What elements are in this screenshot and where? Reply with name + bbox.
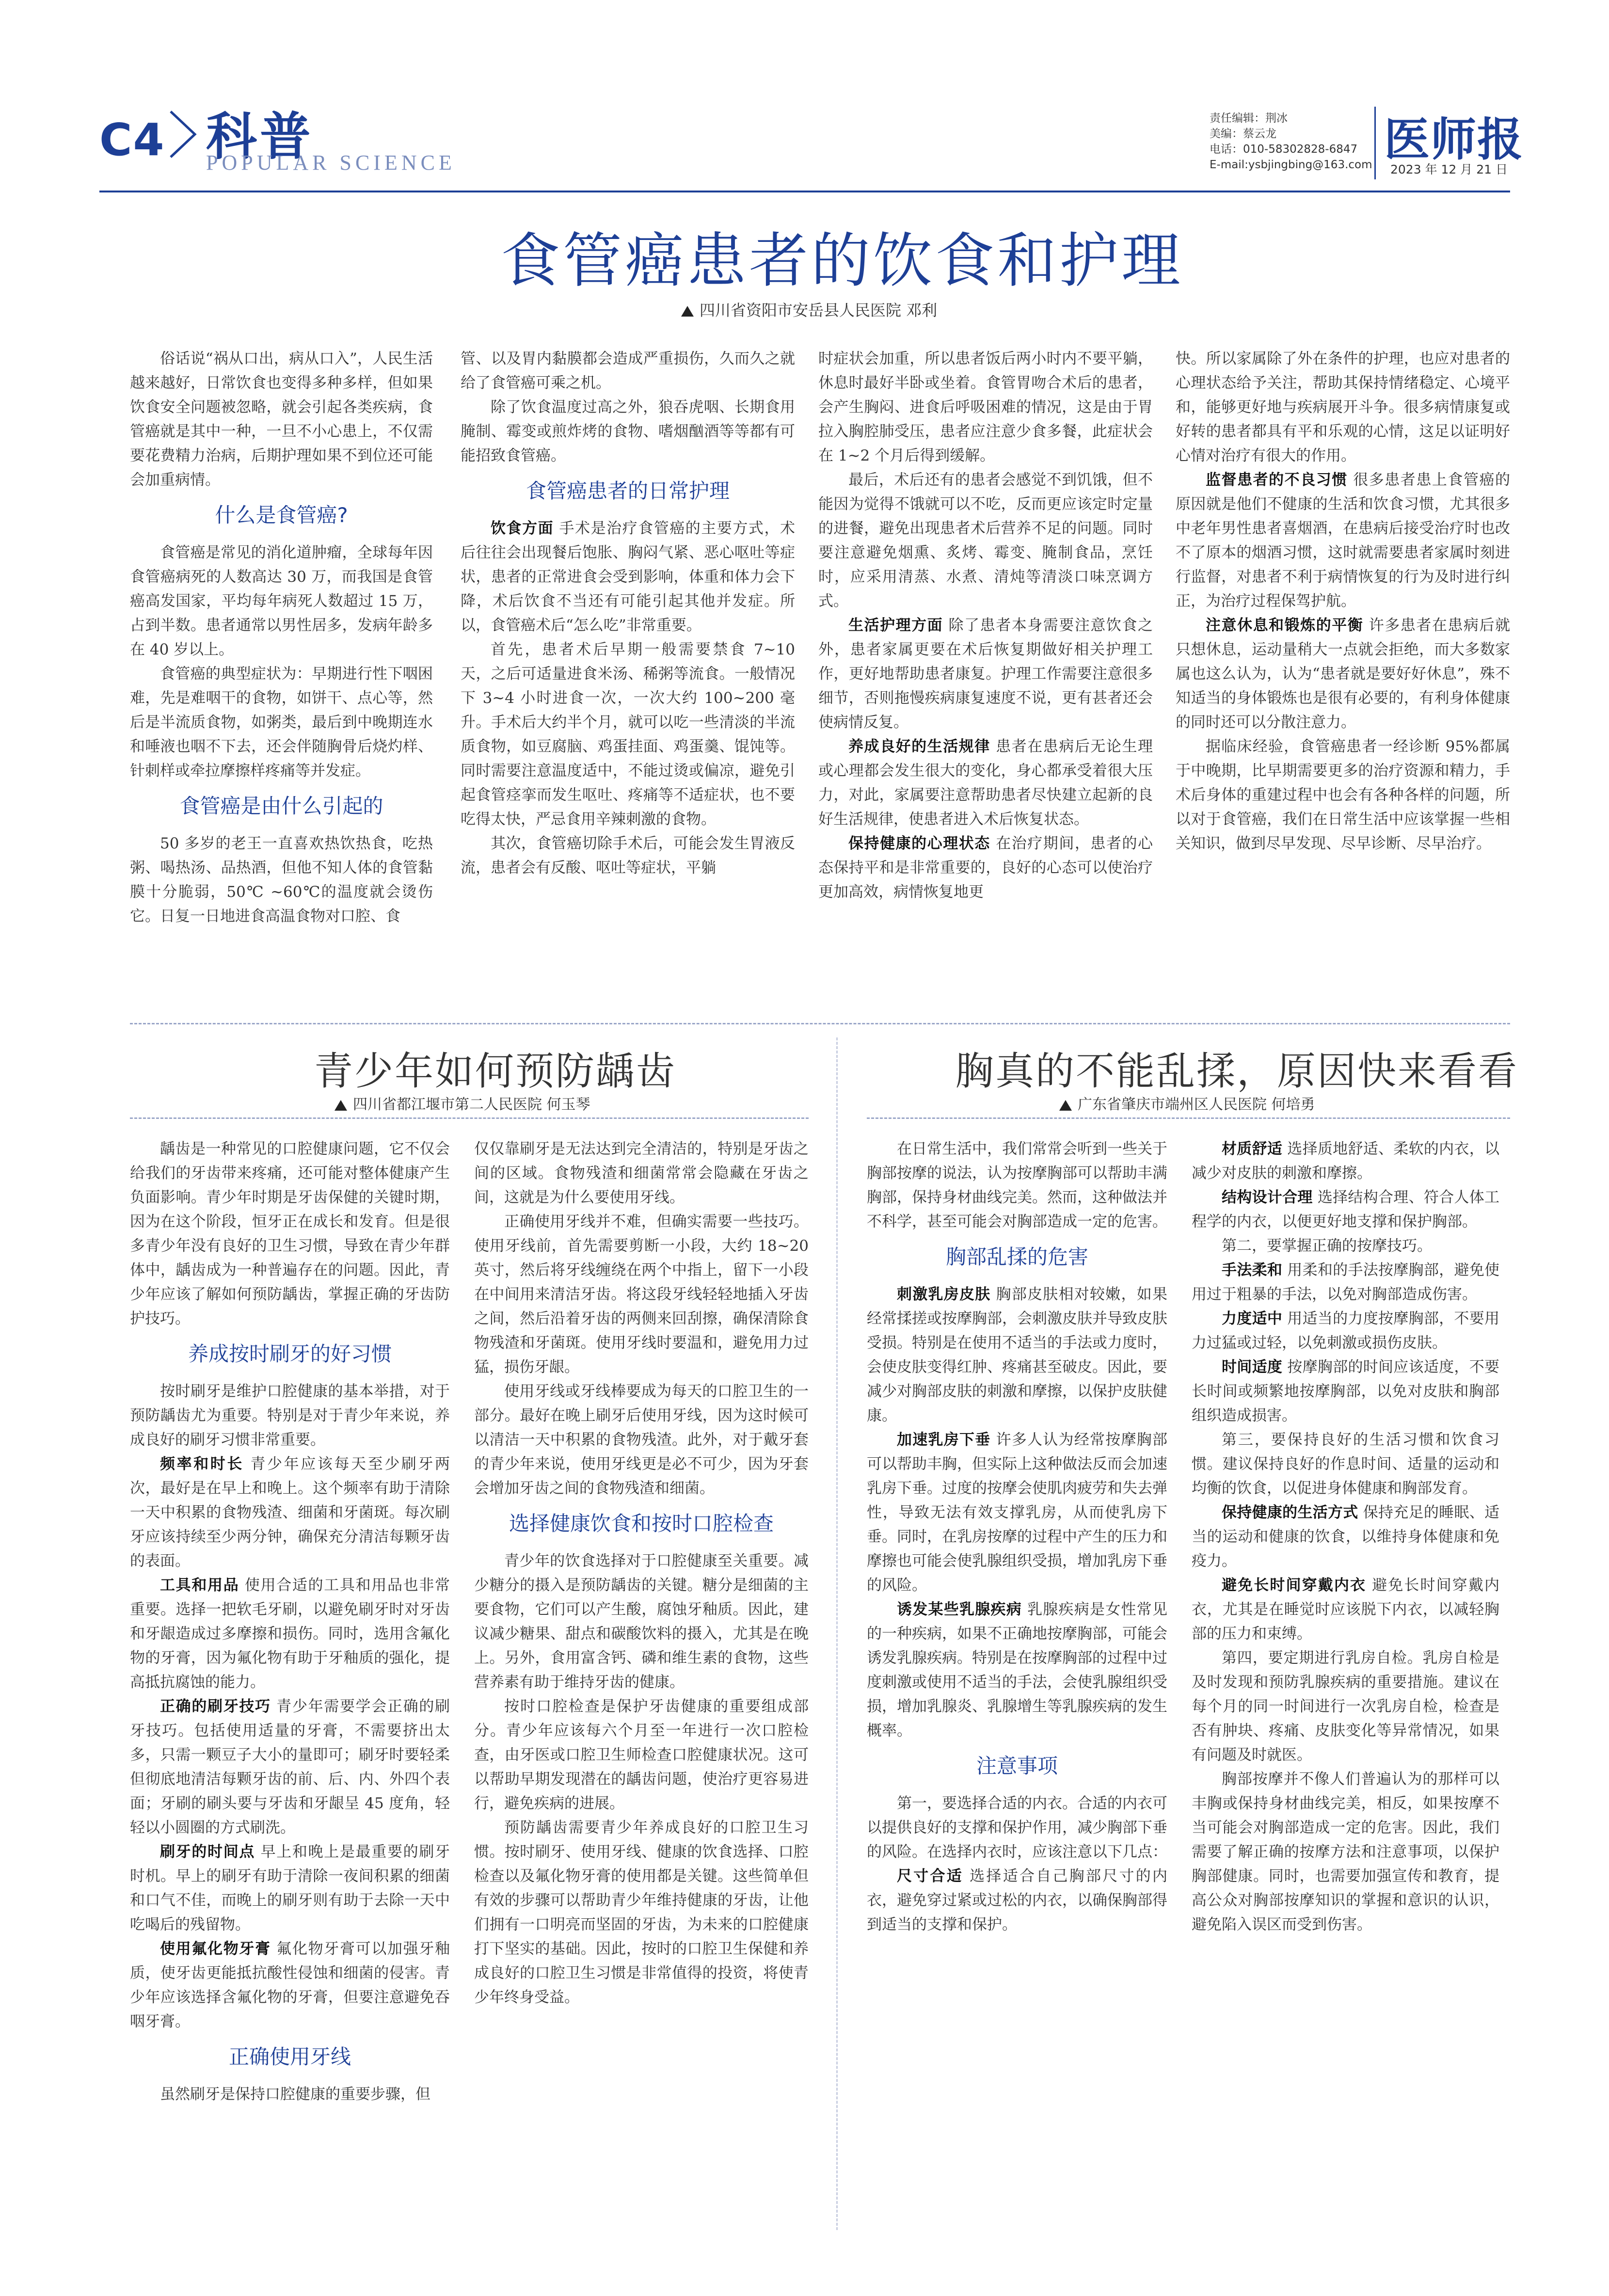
email-address: E-mail:ysbjingbing@163.com <box>1210 159 1372 171</box>
article-author <box>681 298 937 320</box>
paragraph: 第三，要保持良好的生活习惯和饮食习惯。建议保持良好的作息时间、适量的运动和均衡的饮食，以促进身体健康和胸部发育。 <box>1192 1431 1499 1497</box>
paragraph: 食管癌的典型症状为：早期进行性下咽困难，先是难咽干的食物，如饼干、点心等，然后是半流质食物，如粥类，最后到中晚期连水和唾液也咽不下去，还会伴随胸骨后烧灼样、针刺样或牵拉摩擦样疼痛等并发症。 <box>130 665 433 780</box>
paragraph-lead: 正确的刷牙技巧 <box>160 1698 271 1715</box>
paragraph-lead: 力度适中 <box>1222 1310 1283 1327</box>
paragraph-text: 选择结构合理、符合人体工程学的内衣，以便更好地支撑和保护胸部。 <box>1192 1189 1499 1230</box>
paragraph: 俗话说“祸从口出，病从口入”，人民生活越来越好，日常饮食也变得多种多样，但如果饮食安全问题被忽略，就会引起各类疾病，食管癌就是其中一种，一旦不小心患上，不仅需要花费精力治病，后期护理如果不到位还可能会加重病情。 <box>130 350 433 489</box>
paragraph: 第二，要掌握正确的按摩技巧。 <box>1222 1237 1432 1255</box>
paragraph <box>1192 1258 1499 1307</box>
paragraph: 预防龋齿需要青少年养成良好的口腔卫生习惯。按时刷牙、使用牙线、健康的饮食选择、口腔检查以及氟化物牙膏的使用都是关键。这些简单但有效的步骤可以帮助青少年维持健康的牙齿，让他们拥有一口明亮而坚固的牙齿，为未来的口腔健康打下坚实的基础。因此，按时的口腔卫生保健和养成良好的口腔卫生习惯是非常值得的投资，将使青少年终身受益。 <box>474 1819 809 2006</box>
article-author <box>335 1092 590 1114</box>
article3-column-2 <box>1192 1137 1499 1937</box>
article-title-tooth-decay: 青少年如何预防龋齿 <box>314 1049 676 1094</box>
paragraph-lead: 避免长时间穿戴内衣 <box>1222 1577 1367 1594</box>
article3-column-1 <box>867 1137 1167 1937</box>
paragraph-lead: 手法柔和 <box>1222 1261 1283 1279</box>
paragraph <box>130 1694 450 1840</box>
chevron-right-icon <box>165 108 204 161</box>
paragraph <box>130 1573 450 1694</box>
paragraph: 按时刷牙是维护口腔健康的基本举措，对于预防龋齿尤为重要。特别是对于青少年来说，养成良好的刷牙习惯非常重要。 <box>130 1383 450 1449</box>
paragraph-text: 早上和晚上是最重要的刷牙时机。早上的刷牙有助于清除一夜间积累的细菌和口气不佳，而晚上的刷牙则有助于去除一天中吃喝后的残留物。 <box>130 1843 450 1933</box>
paragraph <box>867 1428 1167 1597</box>
paragraph: 青少年的饮食选择对于口腔健康至关重要。减少糖分的摄入是预防龋齿的关键。糖分是细菌的主要食物，它们可以产生酸，腐蚀牙釉质。因此，建议减少糖果、甜点和碳酸饮料的摄入，尤其是在晚上。另外，食用富含钙、磷和维生素的食物，这些营养素有助于维持牙齿的健康。 <box>474 1552 809 1691</box>
article-title-esophageal-cancer: 食管癌患者的饮食和护理 <box>501 226 1183 295</box>
paragraph: 管、以及胃内黏膜都会造成严重损伤，久而久之就给了食管癌可乘之机。 <box>461 350 795 392</box>
author-text: 四川省都江堰市第二人民医院 何玉琴 <box>353 1096 590 1113</box>
paragraph: 按时口腔检查是保护牙齿健康的重要组成部分。青少年应该每六个月至一年进行一次口腔检查，由牙医或口腔卫生师检查口腔健康状况。这可以帮助早期发现潜在的龋齿问题，使治疗更容易进行，避免疾病的进展。 <box>474 1698 809 1812</box>
paragraph <box>1192 1500 1499 1573</box>
paragraph <box>1192 1307 1499 1355</box>
paragraph: 时症状会加重，所以患者饭后两小时内不要平躺，休息时最好半卧或坐着。食管胃吻合术后的患者，会产生胸闷、进食后呼吸困难的情况，这是由于胃拉入胸腔肺受压，患者应注意少食多餐，此症状会在 1~2 个月后得到缓解。 <box>818 350 1153 464</box>
paragraph: 虽然刷牙是保持口腔健康的重要步骤，但 <box>160 2086 430 2103</box>
paragraph: 龋齿是一种常见的口腔健康问题，它不仅会给我们的牙齿带来疼痛，还可能对整体健康产生负面影响。青少年时期是牙齿保健的关键时期，因为在这个阶段，恒牙正在成长和发育。但是很多青少年没有良好的卫生习惯，导致在青少年群体中，龋齿成为一种普遍存在的问题。因此，青少年应该了解如何预防龋齿，掌握正确的牙齿防护技巧。 <box>130 1140 450 1327</box>
triangle-icon <box>335 1100 347 1111</box>
paragraph-lead: 加速乳房下垂 <box>897 1431 991 1449</box>
triangle-icon <box>681 306 694 317</box>
paragraph-lead: 时间适度 <box>1222 1358 1283 1376</box>
paragraph-text: 手术是治疗食管癌的主要方式，术后往往会出现餐后饱胀、胸闷气紧、恶心呕吐等症状，患者的正常进食会受到影响，体重和体力会下降，术后饮食不当还有可能引起其他并发症。所以，食管癌术后“怎么吃”非常重要。 <box>461 520 796 634</box>
paragraph <box>130 1840 450 1937</box>
paragraph-text: 许多患者在患病后就只想休息，运动量稍大一点就会拒绝，而大多数家属也这么认为，认为“患者就是要好好休息”，殊不知适当的身体锻炼也是很有必要的，有利身体健康的同时还可以分散注意力。 <box>1176 617 1511 731</box>
author-text: 广东省肇庆市端州区人民医院 何培勇 <box>1078 1096 1315 1113</box>
paragraph <box>818 734 1153 831</box>
paragraph: 首先，患者术后早期一般需要禁食 7~10 天，之后可适量进食米汤、稀粥等流食。一般情况下 3~4 小时进食一次，一次大约 100~200 毫升。手术后大约半个月，就可以吃一些清淡的半流质食物，如豆腐脑、鸡蛋挂面、鸡蛋羹、馄饨等。同时需要注意温度适中，不能过烫或偏凉，避免引起食管痉挛而发生呕吐、疼痛等不适症状，也不要吃得太快，严忌食用辛辣刺激的食物。 <box>461 641 795 828</box>
paragraph-text: 按摩胸部的时间应该适度，不要长时间或频繁地按摩胸部，以免对皮肤和胸部组织造成损害。 <box>1192 1358 1500 1424</box>
article2-column-1 <box>130 1137 450 2106</box>
paragraph-text: 使用合适的工具和用品也非常重要。选择一把软毛牙刷，以避免刷牙时对牙齿和牙龈造成过多摩擦和损伤。同时，选用含氟化物的牙膏，因为氟化物有助于牙釉质的强化，提高抵抗腐蚀的能力。 <box>130 1577 450 1691</box>
masthead-divider <box>1374 107 1376 179</box>
triangle-icon <box>1059 1100 1072 1111</box>
paragraph-lead: 使用氟化物牙膏 <box>160 1940 271 1958</box>
issue-date: 2023 年 12 月 21 日 <box>1390 162 1508 176</box>
paragraph: 50 多岁的老王一直喜欢热饮热食，吃热粥、喝热汤、品热酒，但他不知人体的食管黏膜十分脆弱，50℃ ~60℃的温度就会烫伤它。日复一日地进食高温食物对口腔、食 <box>130 835 433 925</box>
paragraph <box>867 1597 1167 1743</box>
paragraph: 正确使用牙线并不难，但确实需要一些技巧。使用牙线前，首先需要剪断一小段，大约 18~20 英寸，然后将牙线缠绕在两个中指上，留下一小段在中间用来清洁牙齿。将这段牙线轻轻地插入牙齿之间，然后沿着牙齿的两侧来回刮擦，确保清除食物残渣和牙菌斑。使用牙线时要温和，避免用力过猛，损伤牙龈。 <box>474 1213 809 1376</box>
paragraph <box>1192 1355 1499 1428</box>
paragraph <box>130 1452 450 1573</box>
paragraph: 食管癌是常见的消化道肿瘤，全球每年因食管癌病死的人数高达 30 万，而我国是食管癌高发国家，平均每年病死人数超过 15 万，占到半数。患者通常以男性居多，发病年龄多在 40 岁以上。 <box>130 544 433 658</box>
paragraph: 其次，食管癌切除手术后，可能会发生胃液反流，患者会有反酸、呕吐等症状，平躺 <box>461 835 795 877</box>
subheading: 选择健康饮食和按时口腔检查 <box>509 1512 774 1535</box>
article1-column-1 <box>130 347 433 928</box>
paragraph-text: 用柔和的手法按摩胸部，避免使用过于粗暴的手法，以免对胸部造成伤害。 <box>1192 1261 1500 1303</box>
paragraph-lead: 饮食方面 <box>491 520 554 537</box>
paragraph-lead: 诱发某些乳腺疾病 <box>897 1601 1022 1618</box>
paragraph: 据临床经验，食管癌患者一经诊断 95%都属于中晚期，比早期需要更多的治疗资源和精力，手术后身体的重建过程中也会有各种各样的问题，所以对于食管癌，我们在日常生活中应该掌握一些相关知识，做到尽早发现、尽早诊断、尽早治疗。 <box>1176 738 1510 852</box>
subheading: 食管癌是由什么引起的 <box>179 794 383 818</box>
section-divider <box>130 1023 1510 1024</box>
paragraph-text: 在治疗期间，患者的心态保持平和是非常重要的，良好的心态可以使治疗更加高效，病情恢复地更 <box>818 835 1153 901</box>
paragraph-text: 氟化物牙膏可以加强牙釉质，使牙齿更能抵抗酸性侵蚀和细菌的侵害。青少年应该选择含氟化物的牙膏，但要注意避免吞咽牙膏。 <box>130 1940 450 2030</box>
article1-column-2 <box>461 347 795 880</box>
paragraph-lead: 监督患者的不良习惯 <box>1206 471 1348 489</box>
paragraph: 第一，要选择合适的内衣。合适的内衣可以提供良好的支撑和保护作用，减少胸部下垂的风险。在选择内衣时，应该注意以下几点： <box>867 1795 1167 1861</box>
subheading: 什么是食管癌? <box>215 503 348 527</box>
paragraph <box>867 1282 1167 1428</box>
paragraph <box>461 516 795 638</box>
paragraph: 除了饮食温度过高之外，狼吞虎咽、长期食用腌制、霉变或煎炸烤的食物、嗜烟酗酒等等都有可能招致食管癌。 <box>461 399 795 464</box>
article1-column-3 <box>818 347 1153 904</box>
paragraph-text: 很多患者患上食管癌的原因就是他们不健康的生活和饮食习惯，尤其很多中老年男性患者喜烟酒，在患病后接受治疗时也改不了原本的烟酒习惯，这时就需要患者家属时刻进行监督，对患者不利于病情恢复的行为及时进行纠正，为治疗过程保驾护航。 <box>1176 471 1511 610</box>
article2-column-2 <box>474 1137 809 2009</box>
paragraph <box>130 1937 450 2034</box>
paragraph-lead: 生活护理方面 <box>848 617 943 634</box>
paragraph-text: 乳腺疾病是女性常见的一种疾病，如果不正确地按摩胸部，可能会诱发乳腺疾病。特别是在按摩胸部的过程中过度刺激或使用不适当的手法，会使乳腺组织受损，增加乳腺炎、乳腺增生等乳腺疾病的发生概率。 <box>867 1601 1168 1739</box>
paragraph: 快。所以家属除了外在条件的护理，也应对患者的心理状态给予关注，帮助其保持情绪稳定、心境平和，能够更好地与疾病展开斗争。很多病情康复或好转的患者都具有平和乐观的心情，这足以证明好心情对治疗有很大的作用。 <box>1176 350 1510 464</box>
paragraph-lead: 养成良好的生活规律 <box>848 738 990 755</box>
paragraph <box>818 831 1153 904</box>
paragraph-lead: 材质舒适 <box>1222 1140 1283 1158</box>
paragraph <box>867 1864 1167 1937</box>
subheading: 胸部乱揉的危害 <box>945 1245 1088 1269</box>
subheading: 注意事项 <box>976 1754 1058 1778</box>
paragraph-lead: 频率和时长 <box>160 1455 244 1473</box>
paragraph <box>1192 1137 1499 1185</box>
author-text: 四川省资阳市安岳县人民医院 邓利 <box>700 301 938 319</box>
paragraph-lead: 刷牙的时间点 <box>160 1843 255 1861</box>
title-underline <box>867 1117 1510 1119</box>
paragraph-text: 避免长时间穿戴内衣，尤其是在睡觉时应该脱下内衣，以减轻胸部的压力和束缚。 <box>1192 1577 1500 1642</box>
subheading: 正确使用牙线 <box>228 2045 351 2069</box>
title-underline <box>130 1117 809 1119</box>
paragraph-lead: 刺激乳房皮肤 <box>897 1286 991 1303</box>
masthead-info <box>1210 111 1370 173</box>
paragraph: 仅仅靠刷牙是无法达到完全清洁的，特别是牙齿之间的区域。食物残渣和细菌常常会隐藏在牙齿之间，这就是为什么要使用牙线。 <box>474 1140 809 1206</box>
paragraph: 最后，术后还有的患者会感觉不到饥饿，但不能因为觉得不饿就可以不吃，反而更应该定时定量的进餐，避免出现患者术后营养不足的问题。同时要注意避免烟熏、炙烤、霉变、腌制食品，烹饪时，应采用清蒸、水煮、清炖等清淡口味烹调方式。 <box>818 471 1153 610</box>
paragraph-text: 青少年应该每天至少刷牙两次，最好是在早上和晚上。这个频率有助于清除一天中积累的食物残渣、细菌和牙菌斑。每次刷牙应该持续至少两分钟，确保充分清洁每颗牙齿的表面。 <box>130 1455 450 1570</box>
subheading: 食管癌患者的日常护理 <box>526 479 730 503</box>
paragraph <box>1176 613 1510 734</box>
paragraph <box>1192 1185 1499 1234</box>
article-author <box>1059 1092 1315 1114</box>
section-subtitle: POPULAR SCIENCE <box>206 151 456 175</box>
article1-column-4 <box>1176 347 1510 856</box>
paragraph: 第四，要定期进行乳房自检。乳房自检是及时发现和预防乳腺疾病的重要措施。建议在每个月的同一时间进行一次乳房自检，检查是否有肿块、疼痛、皮肤变化等异常情况，如果有问题及时就医。 <box>1192 1649 1499 1764</box>
paragraph-text: 胸部皮肤相对较嫩，如果经常揉搓或按摩胸部，会刺激皮肤并导致皮肤受损。特别是在使用不适当的手法或力度时，会使皮肤变得红肿、疼痛甚至破皮。因此，要减少对胸部皮肤的刺激和摩擦，以保护皮肤健康。 <box>867 1286 1168 1424</box>
paragraph-text: 青少年需要学会正确的刷牙技巧。包括使用适量的牙膏，不需要挤出太多，只需一颗豆子大小的量即可；刷牙时要轻柔但彻底地清洁每颗牙齿的前、后、内、外四个表面；牙刷的刷头要与牙齿和牙龈呈 45 度角，轻轻以小圆圈的方式刷洗。 <box>130 1698 450 1836</box>
paragraph-text: 选择质地舒适、柔软的内衣，以减少对皮肤的刺激和摩擦。 <box>1192 1140 1500 1182</box>
paragraph <box>818 613 1153 734</box>
paragraph-lead: 保持健康的生活方式 <box>1222 1504 1358 1521</box>
paragraph-lead: 尺寸合适 <box>897 1867 964 1885</box>
page-number: C4 <box>99 114 165 166</box>
newspaper-logo: 医师报 <box>1384 113 1524 166</box>
paragraph <box>1176 468 1510 613</box>
paragraph: 胸部按摩并不像人们普遍认为的那样可以丰胸或保持身材曲线完美，相反，如果按摩不当可能会对胸部造成一定的危害。因此，我们需要了解正确的按摩方法和注意事项，以保护胸部健康。同时，也需要加强宣传和教育，提高公众对胸部按摩知识的掌握和意识的认识，避免陷入误区而受到伤害。 <box>1192 1770 1499 1933</box>
paragraph <box>1192 1573 1499 1646</box>
phone-number: 电话：010-58302828-6847 <box>1210 143 1358 156</box>
paragraph-lead: 工具和用品 <box>160 1577 239 1594</box>
column-divider <box>836 1037 838 2230</box>
section-title: 科普 <box>206 107 314 166</box>
paragraph: 在日常生活中，我们常常会听到一些关于胸部按摩的说法，认为按摩胸部可以帮助丰满胸部，保持身材曲线完美。然而，这种做法并不科学，甚至可能会对胸部造成一定的危害。 <box>867 1140 1167 1230</box>
paragraph-text: 除了患者本身需要注意饮食之外，患者家属更要在术后恢复期做好相关护理工作，更好地帮助患者康复。护理工作需要注意很多细节，否则拖慢疾病康复速度不说，更有甚者还会使病情反复。 <box>818 617 1153 731</box>
paragraph-text: 许多人认为经常按摩胸部可以帮助丰胸，但实际上这种做法反而会加速乳房下垂。过度的按摩会使肌肉疲劳和失去弹性，导致无法有效支撑乳房，从而使乳房下垂。同时，在乳房按摩的过程中产生的压力和摩擦也可能会使乳腺组织受损，增加乳房下垂的风险。 <box>867 1431 1168 1594</box>
header-rule <box>99 191 1510 192</box>
paragraph-text: 患者在患病后无论生理或心理都会发生很大的变化，身心都承受着很大压力，对此，家属要注意帮助患者尽快建立起新的良好生活规律，使患者进入术后恢复状态。 <box>818 738 1153 828</box>
article-title-breast-massage: 胸真的不能乱揉，原因快来看看 <box>955 1049 1518 1094</box>
paragraph-lead: 保持健康的心理状态 <box>848 835 990 852</box>
designer-credit: 美编：蔡云龙 <box>1210 128 1276 140</box>
paragraph: 使用牙线或牙线棒要成为每天的口腔卫生的一部分。最好在晚上刷牙后使用牙线，因为这时候可以清洁一天中积累的食物残渣。此外，对于戴牙套的青少年来说，使用牙线更是必不可少，因为牙套会增加牙齿之间的食物残渣和细菌。 <box>474 1383 809 1497</box>
paragraph-text: 用适当的力度按摩胸部，不要用力过猛或过轻，以免刺激或损伤皮肤。 <box>1192 1310 1500 1352</box>
paragraph-text: 选择适合自己胸部尺寸的内衣，避免穿过紧或过松的内衣，以确保胸部得到适当的支撑和保护。 <box>867 1867 1168 1933</box>
paragraph-lead: 注意休息和锻炼的平衡 <box>1206 617 1364 634</box>
editor-credit: 责任编辑：荆冰 <box>1210 112 1288 125</box>
subheading: 养成按时刷牙的好习惯 <box>188 1342 392 1366</box>
paragraph-text: 保持充足的睡眠、适当的运动和健康的饮食，以维持身体健康和免疫力。 <box>1192 1504 1500 1570</box>
paragraph-lead: 结构设计合理 <box>1222 1189 1313 1206</box>
